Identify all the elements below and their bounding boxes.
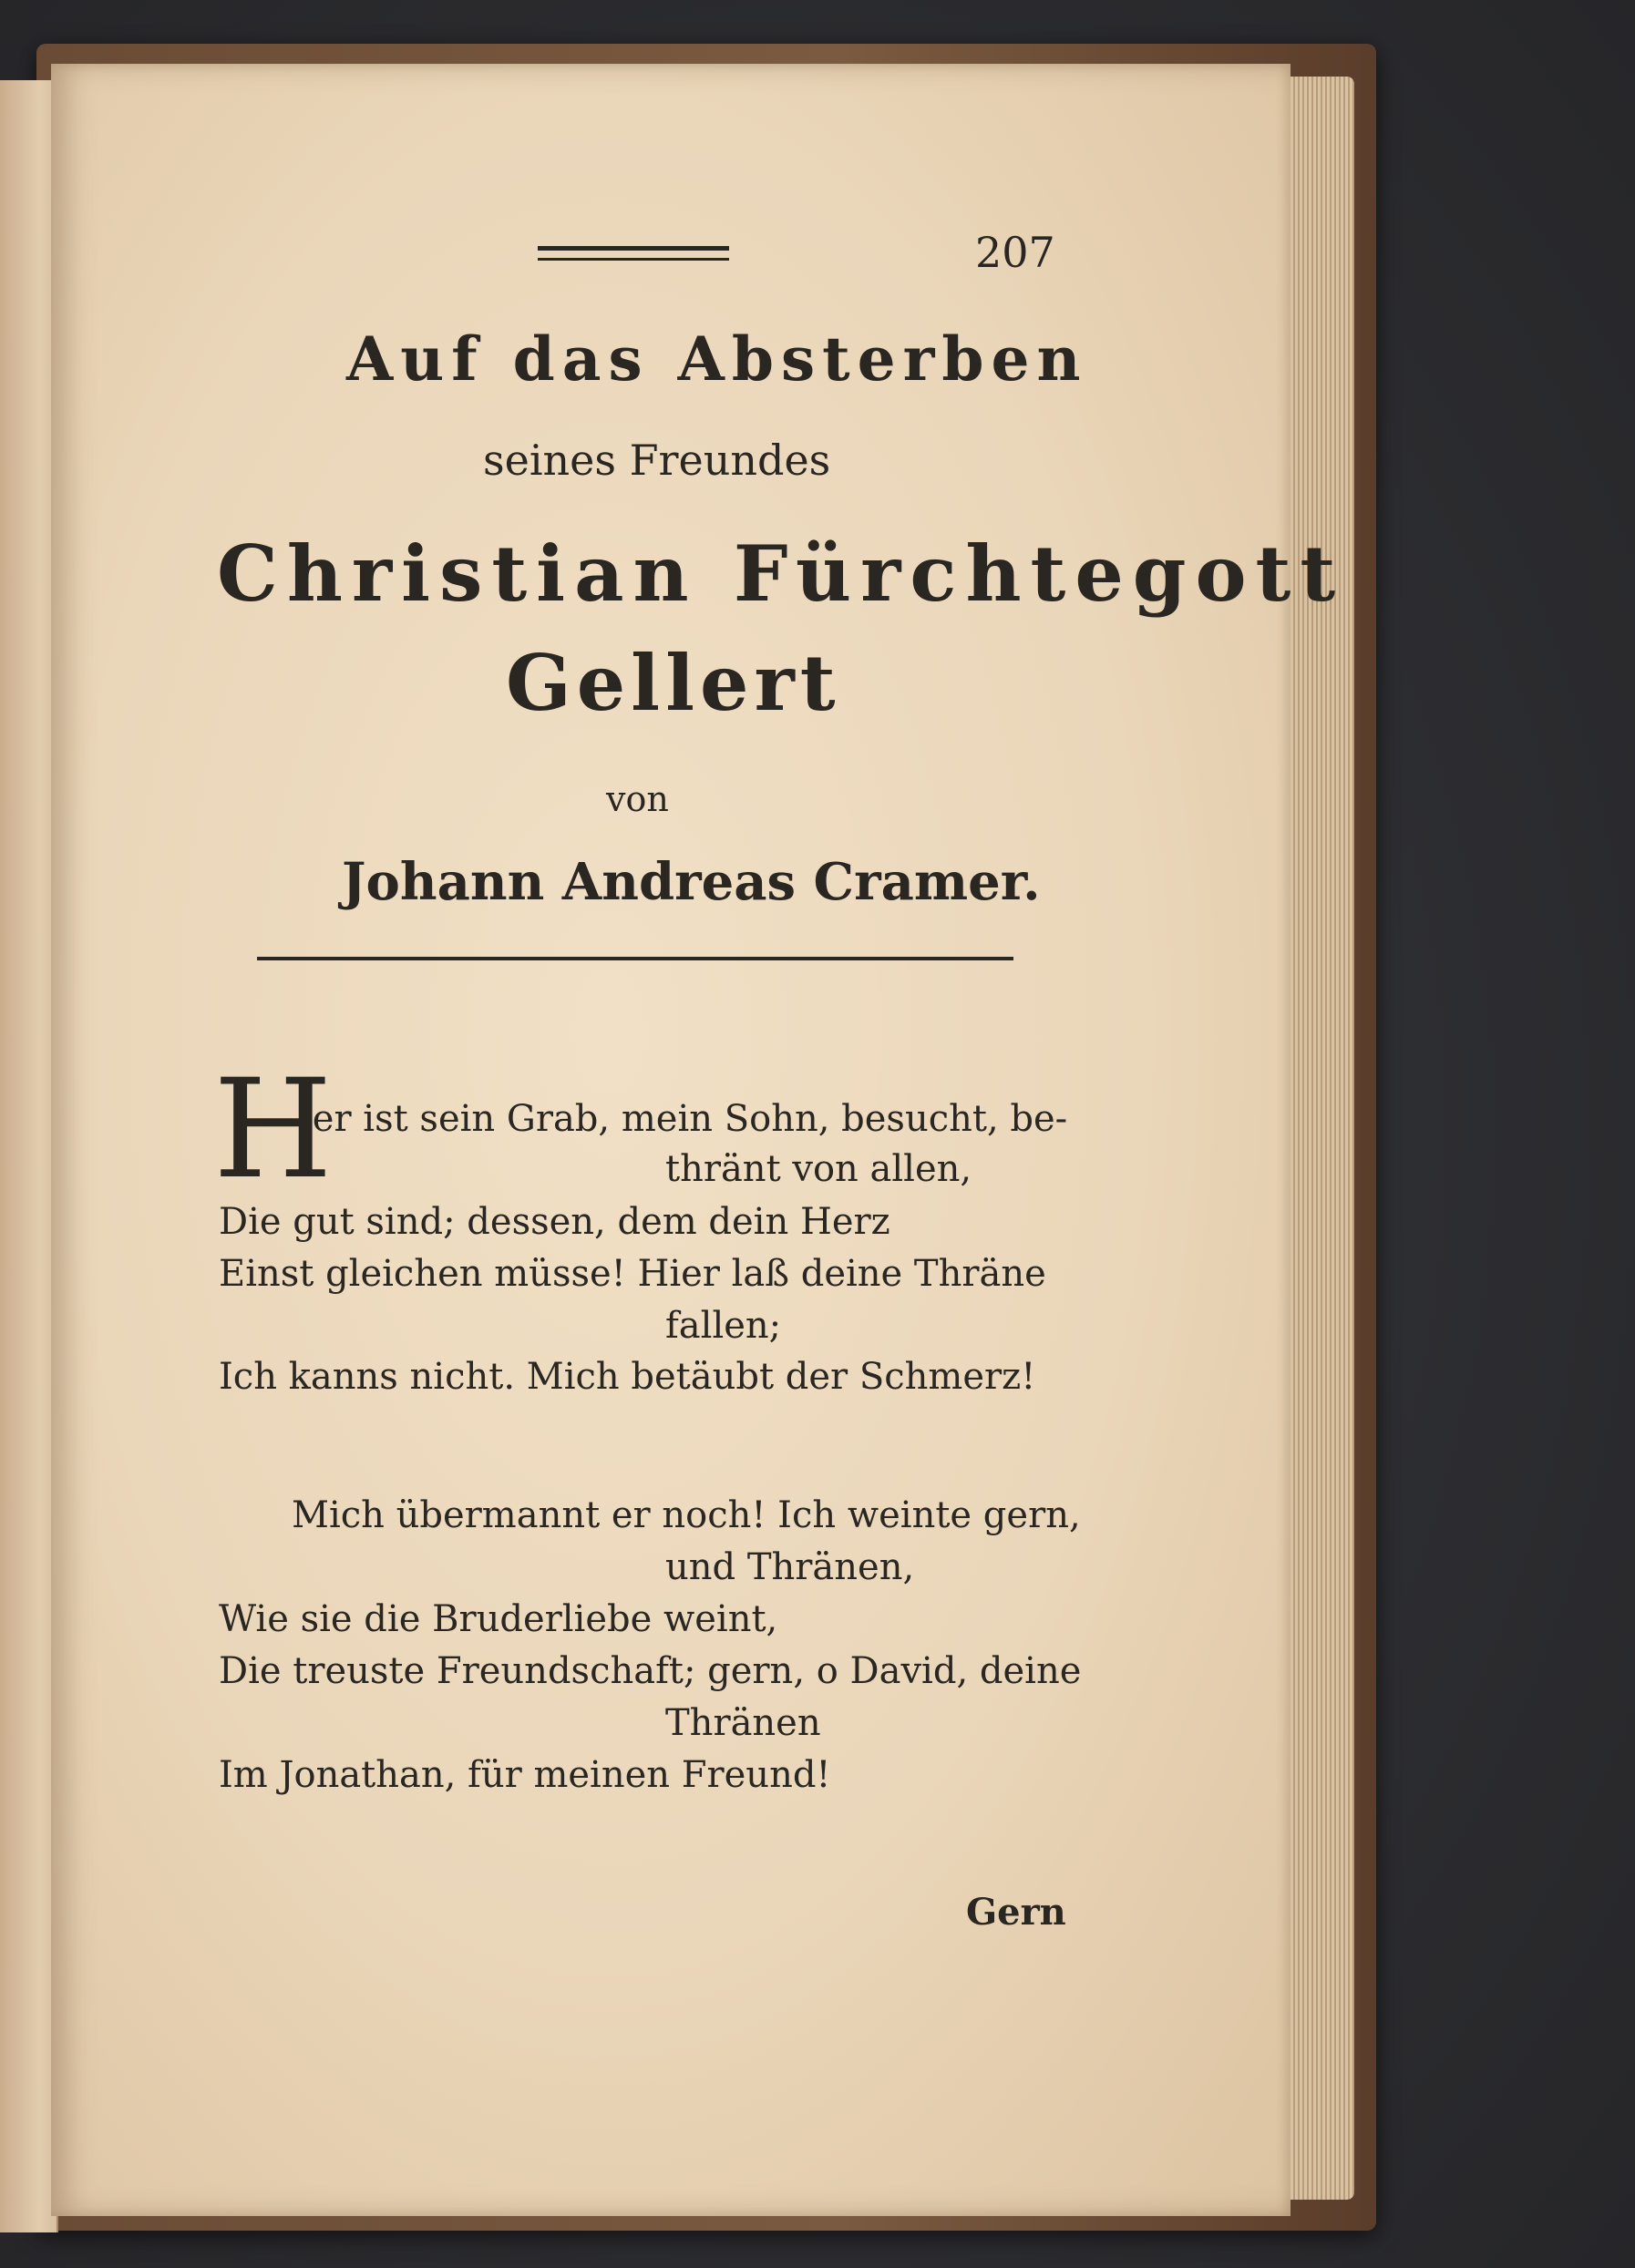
title-line-2: seines Freundes bbox=[483, 436, 831, 485]
poem-line: Einst gleichen müsse! Hier laß deine Thräne bbox=[219, 1253, 1046, 1295]
poem-line: ier ist sein Grab, mein Sohn, besucht, be- bbox=[301, 1098, 1068, 1140]
left-page-edge bbox=[0, 80, 58, 2232]
poem-line: Mich übermannt er noch! Ich weinte gern, bbox=[292, 1494, 1081, 1536]
poem-line: Die gut sind; dessen, dem dein Herz bbox=[219, 1201, 890, 1243]
poem-line: Thränen bbox=[665, 1702, 821, 1744]
page-number: 207 bbox=[975, 228, 1055, 277]
poem-line: Wie sie die Bruderliebe weint, bbox=[219, 1598, 778, 1640]
poem-line: Im Jonathan, für meinen Freund! bbox=[219, 1754, 831, 1796]
drop-cap: H bbox=[213, 1051, 333, 1209]
catchword: Gern bbox=[966, 1891, 1066, 1934]
poem-line: Ich kanns nicht. Mich betäubt der Schmerz! bbox=[219, 1356, 1036, 1398]
poem-line: fallen; bbox=[665, 1305, 782, 1347]
page-block-edges bbox=[1291, 77, 1354, 2200]
byline: von bbox=[606, 779, 669, 819]
title-line-1: Auf das Absterben bbox=[346, 323, 1088, 395]
poem-line: thränt von allen, bbox=[665, 1148, 972, 1190]
title-line-3: Christian Fürchtegott bbox=[217, 529, 1345, 619]
author-name: Johann Andreas Cramer. bbox=[342, 852, 1041, 912]
top-ornamental-rule bbox=[538, 246, 729, 261]
section-divider bbox=[257, 957, 1013, 960]
title-line-4: Gellert bbox=[506, 638, 841, 728]
poem-line: Die treuste Freundschaft; gern, o David, deine bbox=[219, 1650, 1082, 1692]
poem-line: und Thränen, bbox=[665, 1546, 915, 1588]
